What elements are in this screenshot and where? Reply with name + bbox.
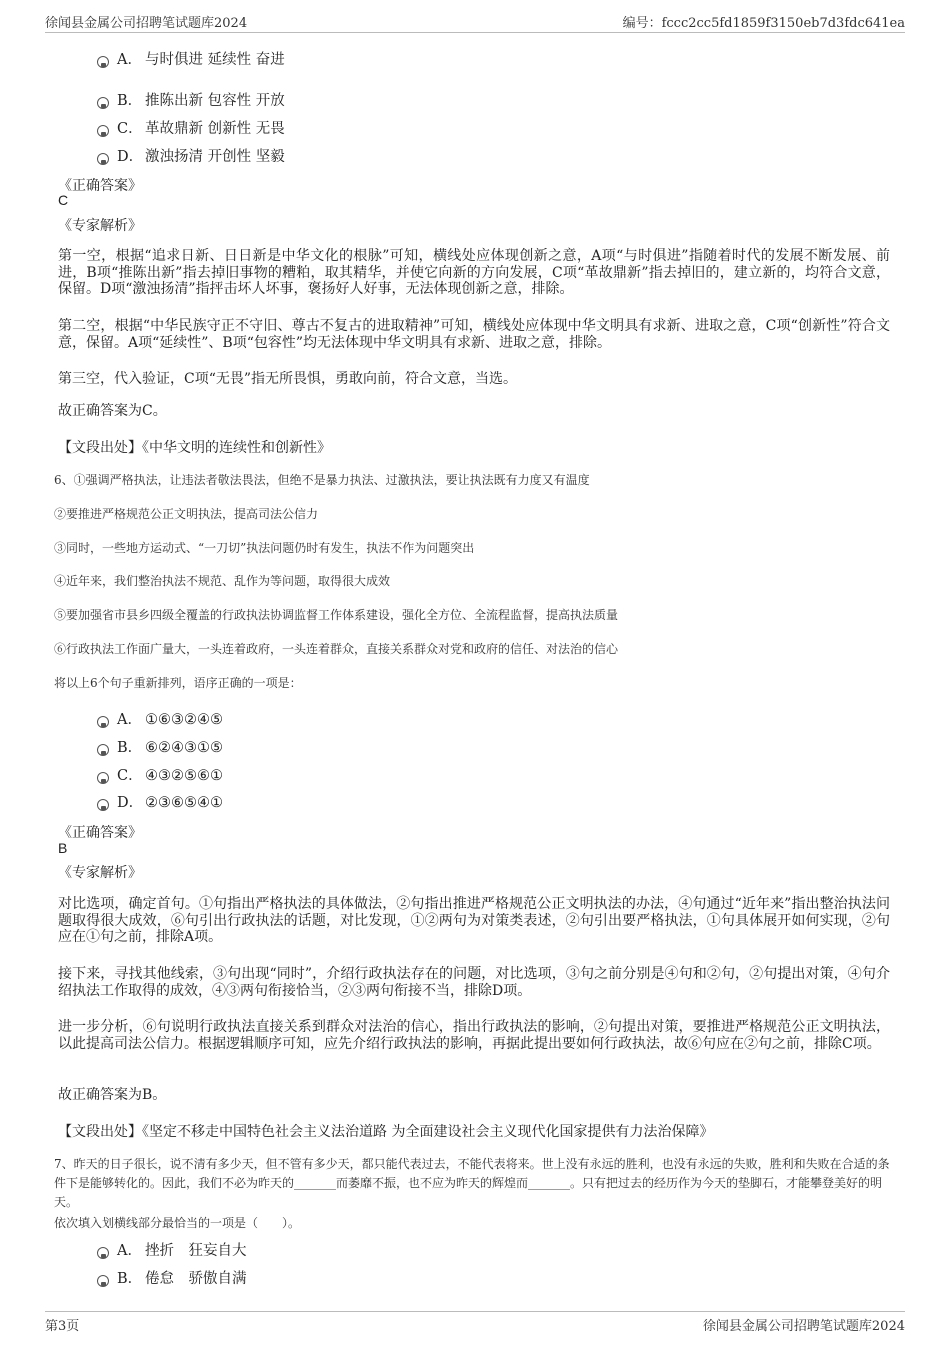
q6-analysis-4: 故正确答案为B。 [58, 1087, 167, 1103]
q6-analysis-3: 进一步分析，⑥句说明行政执法直接关系到群众对法治的信心，指出行政执法的影响，②句提出对策，要推进严格规范公正文明执法，以此提高司法公信力。根据逻辑顺序可知，应先介绍行政执法的影响，再据此提出要如何行政执法，故⑥句应在②句之前，排除C项。 [58, 1019, 890, 1052]
q6-analysis-1: 对比选项，确定首句。①句指出严格执法的具体做法，②句指出推进严格规范公正文明执法的办法，④句通过“近年来”指出整治执法问题取得很大成效，⑥句引出行政执法的话题，对比发现，①②两句为对策类表述，②句引出要严格执法，①句具体展开如何实现，②句应在①句之前，排除A项。 [58, 896, 890, 945]
q6-stem-5: ⑤要加强省市县乡四级全覆盖的行政执法协调监督工作体系建设，强化全方位、全流程监督，提高执法质量 [54, 608, 619, 622]
q6-analysis-marker: 《专家解析》 [58, 865, 142, 881]
page-footer [45, 1311, 905, 1337]
q6-stem-1: 6、①强调严格执法，让违法者敬法畏法，但绝不是暴力执法、过激执法，要让执法既有力度又有温度 [54, 473, 590, 487]
q7-option-a[interactable]: A． 挫折 狂妄自大 [97, 1239, 247, 1261]
radio-icon[interactable] [97, 716, 109, 728]
page-header [45, 12, 905, 33]
q7-stem: 7、昨天的日子很长，说不清有多少天，但不管有多少天，都只能代表过去，不能代表将来。世上没有永远的胜利，也没有永远的失败，胜利和失败在合适的条件下是能够转化的。因此，我们不必为昨天的_______而萎靡不振，也不应为昨天的辉煌而_______。只有把过去的经历作为今天的垫脚石，才能攀登美好的明天。 [54, 1157, 890, 1209]
q5-analysis-4: 故正确答案为C。 [58, 403, 167, 419]
q5-answer-marker: 《正确答案》 [58, 178, 142, 194]
q6-option-a[interactable]: A． ①⑥③②④⑤ [97, 708, 223, 730]
radio-icon[interactable] [97, 1247, 109, 1259]
radio-icon[interactable] [97, 125, 109, 137]
q6-source: 【文段出处】《坚定不移走中国特色社会主义法治道路 为全面建设社会主义现代化国家提供有力法治保障》 [58, 1124, 714, 1140]
q6-option-d[interactable]: D． ②③⑥⑤④① [97, 791, 223, 813]
q5-analysis-2: 第二空，根据“中华民族守正不守旧、尊古不复古的进取精神”可知，横线处应体现中华文明具有求新、进取之意，C项“创新性”符合文意，保留。A项“延续性”、B项“包容性”均无法体现中华文明具有求新、进取之意，排除。 [58, 318, 890, 351]
q5-analysis-3: 第三空，代入验证，C项“无畏”指无所畏惧，勇敢向前，符合文意，当选。 [58, 371, 518, 387]
q6-prompt: 将以上6个句子重新排列，语序正确的一项是： [54, 676, 302, 690]
q5-option-c[interactable]: C． 革故鼎新 创新性 无畏 [97, 117, 285, 139]
q5-analysis-1: 第一空，根据“追求日新、日日新是中华文化的根脉”可知，横线处应体现创新之意，A项“与时俱进”指随着时代的发展不断发展、前进，B项“推陈出新”指去掉旧事物的糟粕，取其精华，并使它向新的方向发展，C项“革故鼎新”指去掉旧的，建立新的，均符合文意，保留。D项“激浊扬清”指抨击坏人坏事，褒扬好人好事，无法体现创新之意，排除。 [58, 248, 890, 297]
q5-option-a[interactable]: A． 与时俱进 延续性 奋进 [97, 48, 285, 70]
radio-icon[interactable] [97, 153, 109, 165]
radio-icon[interactable] [97, 97, 109, 109]
q6-stem-2: ②要推进严格规范公正文明执法，提高司法公信力 [54, 507, 319, 521]
footer-title: 徐闻县金属公司招聘笔试题库2024 [702, 1319, 905, 1334]
q5-source: 【文段出处】《中华文明的连续性和创新性》 [58, 440, 331, 456]
q5-option-b[interactable]: B． 推陈出新 包容性 开放 [97, 89, 285, 111]
q6-stem-6: ⑥行政执法工作面广量大，一头连着政府，一头连着群众，直接关系群众对党和政府的信任、对法治的信心 [54, 642, 619, 656]
q6-option-c[interactable]: C． ④③②⑤⑥① [97, 764, 223, 786]
q6-answer-marker: 《正确答案》 [58, 825, 142, 841]
radio-icon[interactable] [97, 56, 109, 68]
radio-icon[interactable] [97, 1275, 109, 1287]
radio-icon[interactable] [97, 744, 109, 756]
q7-prompt: 依次填入划横线部分最恰当的一项是（ ）。 [54, 1216, 301, 1230]
q5-option-d[interactable]: D． 激浊扬清 开创性 坚毅 [97, 145, 285, 167]
radio-icon[interactable] [97, 772, 109, 784]
q5-analysis-marker: 《专家解析》 [58, 218, 142, 234]
page-number: 第3页 [45, 1319, 80, 1334]
q6-stem-4: ④近年来，我们整治执法不规范、乱作为等问题，取得很大成效 [54, 574, 391, 588]
header-title: 徐闻县金属公司招聘笔试题库2024 [45, 16, 248, 31]
q6-analysis-2: 接下来，寻找其他线索，③句出现“同时”，介绍行政执法存在的问题，对比选项，③句之前分别是④句和②句，②句提出对策，④句介绍执法工作取得的成效，④③两句衔接恰当，②③两句衔接不当，排除D项。 [58, 966, 890, 999]
header-doc-id: 编号：fccc2cc5fd1859f3150eb7d3fdc641ea [622, 16, 905, 31]
q5-answer: C [58, 192, 69, 208]
q6-option-b[interactable]: B． ⑥②④③①⑤ [97, 736, 223, 758]
q7-option-b[interactable]: B． 倦怠 骄傲自满 [97, 1267, 247, 1289]
q6-answer: B [58, 840, 68, 856]
radio-icon[interactable] [97, 799, 109, 811]
q6-stem-3: ③同时，一些地方运动式、“一刀切”执法问题仍时有发生，执法不作为问题突出 [54, 541, 475, 555]
